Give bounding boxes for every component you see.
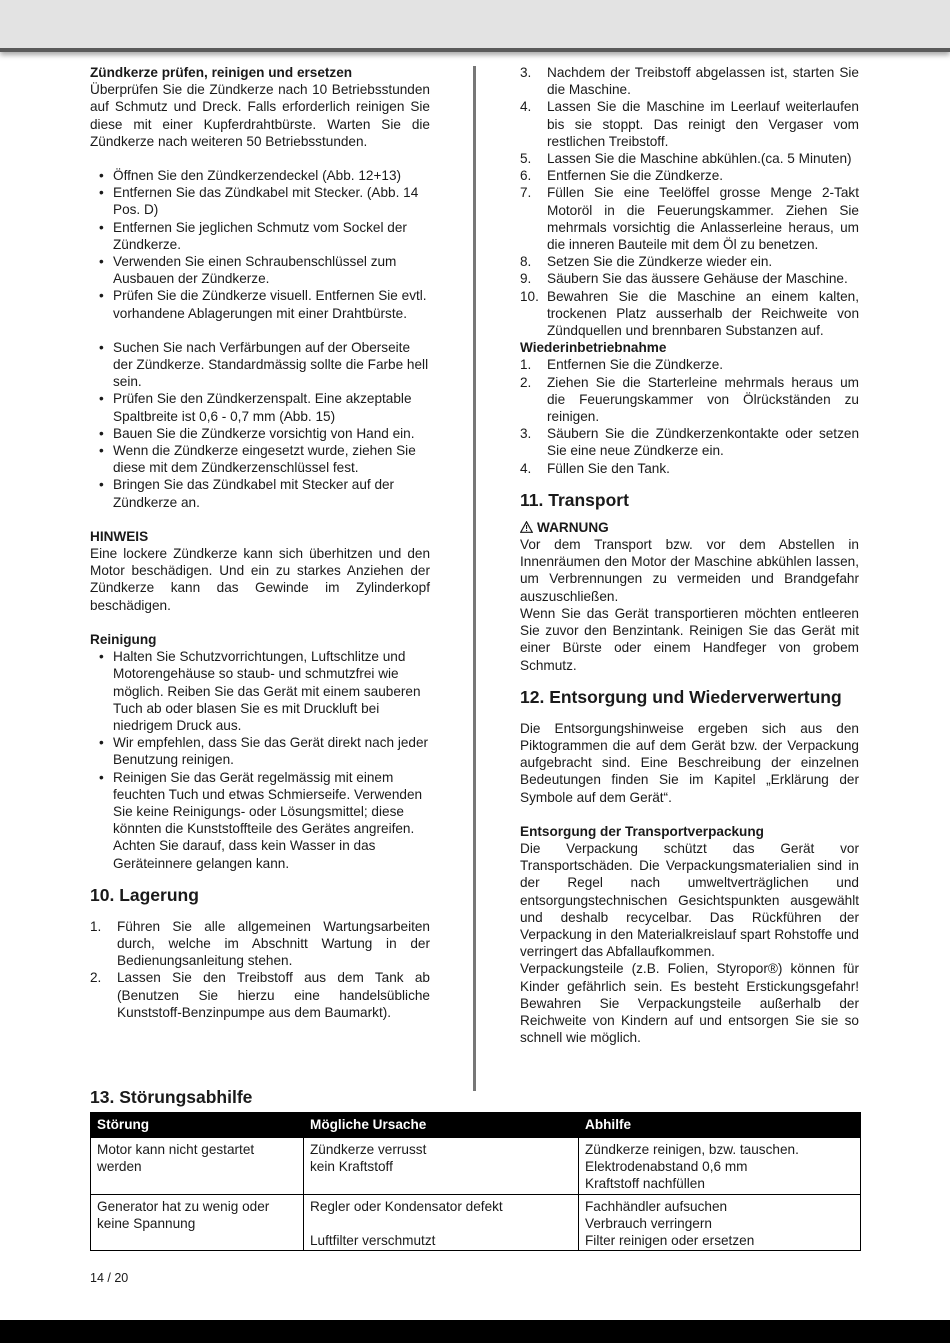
- list-item: 9. Säubern Sie das äussere Gehäuse der Maschine.: [520, 271, 848, 287]
- transport-text-2: Wenn Sie das Gerät transportieren möchten entleeren Sie zuvor den Benzintank. Reinigen Sie das Gerät mit einer Bürste oder einem Handfeger von grobem Schmutz.: [520, 605, 859, 673]
- warnung-label: WARNUNG: [537, 519, 609, 535]
- list-item: • Reinigen Sie das Gerät regelmässig mit einem feuchten Tuch und etwas Schmierseife. Verwenden Sie keine Reinigungs- oder Lösungsmittel; diese könnten die Kunststoffteile des Gerätes angreifen. Achten Sie darauf, dass kein Wasser in das Geräteinnere gelangen kann.: [99, 769, 423, 871]
- cell-line: Fachhändler aufsuchen: [585, 1198, 728, 1214]
- cell-line: Verbrauch verringern: [585, 1215, 712, 1231]
- list-item: • Öffnen Sie den Zündkerzendeckel (Abb. 12+13): [99, 168, 402, 184]
- transport-text-1: Vor dem Transport bzw. vor dem Abstellen in Innenräumen den Motor der Maschine abkühlen lassen, um Verbrennungen zu vermeiden und Brandgefahr auszuschließen.: [520, 537, 859, 604]
- footer-bar: [0, 1320, 950, 1343]
- table-row: [91, 1194, 861, 1251]
- troubleshooting-section: [90, 1086, 860, 1251]
- verpackung-text-2: Verpackungsteile (z.B. Folien, Styropor®) können für Kinder gefährlich sein. Es besteht Erstickungsgefahr! Bewahren Sie Verpackungsteile außerhalb der Reichweite von Kindern auf und entsorgen Sie sie so schnell wie möglich.: [520, 961, 859, 1046]
- entsorgung-text: Die Entsorgungshinweise ergeben sich aus den Piktogrammen die auf dem Gerät bzw. der Verpackung aufgebracht sind. Eine Beschreibung der einzelnen Bedeutungen finden Sie im Kapitel „Erklärung der Symbole auf dem Gerät“.: [520, 720, 859, 805]
- table-cell: [304, 1194, 579, 1251]
- cell-line: Kraftstoff nachfüllen: [585, 1176, 705, 1192]
- list-item: • Prüfen Sie die Zündkerze visuell. Entfernen Sie evtl. vorhandene Ablagerungen mit einer Drahtbürste.: [99, 288, 427, 321]
- list-item: • Suchen Sie nach Verfärbungen auf der Oberseite der Zündkerze. Standardmässig sollte die Farbe hell sein.: [99, 339, 429, 390]
- table-cell: [579, 1194, 861, 1251]
- list-item: 3. Säubern Sie die Zündkerzenkontakte oder setzen Sie eine neue Zündkerze ein.: [520, 426, 859, 459]
- table-cell: Generator hat zu wenig oder keine Spannung: [91, 1194, 304, 1251]
- reinigung-list: [90, 648, 430, 872]
- list-item: • Prüfen Sie den Zündkerzenspalt. Eine akzeptable Spaltbreite ist 0,6 - 0,7 mm (Abb. 15): [99, 391, 412, 424]
- list-item: 1. Entfernen Sie die Zündkerze.: [520, 357, 724, 373]
- column-header-ursache: Mögliche Ursache: [304, 1113, 579, 1138]
- verpackung-heading: Entsorgung der Transportverpackung: [520, 823, 764, 839]
- list-item: 4. Lassen Sie die Maschine im Leerlauf weiterlaufen bis sie stoppt. Das reinigt den Vergaser vom restlichen Treibstoff.: [520, 99, 859, 149]
- cell-line: Regler oder Kondensator defekt: [310, 1198, 503, 1214]
- list-item: 7. Füllen Sie eine Teelöffel grosse Menge 2-Takt Motoröl in die Feuerungskammer. Ziehen Sie mehrmals vorsichtig die Anlasserleine heraus, um die inneren Bauteile mit dem Öl zu benetzen.: [520, 185, 859, 253]
- table-cell: [579, 1138, 861, 1195]
- list-item: • Bringen Sie das Zündkabel mit Stecker auf der Zündkerze an.: [99, 477, 395, 510]
- list-item: • Halten Sie Schutzvorrichtungen, Luftschlitze und Motorengehäuse so staub- und schmutzfrei wie möglich. Reiben Sie das Gerät mit einem sauberen Tuch ab oder blasen Sie es mit Druckluft bei niedrigem Druck aus.: [99, 649, 421, 733]
- spark-plug-check-list: [90, 339, 430, 511]
- cell-line: Zündkerze verrusst: [310, 1142, 427, 1157]
- lagerung-steps: [90, 918, 430, 1021]
- list-item: 6. Entfernen Sie die Zündkerze.: [520, 168, 724, 184]
- reinigung-heading: Reinigung: [90, 631, 157, 647]
- wiederinbetriebnahme-steps: [520, 356, 859, 476]
- list-item: 3. Nachdem der Treibstoff abgelassen ist, starten Sie die Maschine.: [520, 65, 859, 98]
- list-item: • Wir empfehlen, dass Sie das Gerät direkt nach jeder Benutzung reinigen.: [99, 735, 429, 768]
- wiederinbetriebnahme-heading: Wiederinbetriebnahme: [520, 340, 667, 356]
- verpackung-text-1: Die Verpackung schützt das Gerät vor Transportschäden. Die Verpackungsmaterialien sind in der Regel nach umweltverträglichen und entsorgungstechnischen Gesichtspunkten ausgewählt und deshalb recycelbar. Das Rückführen der Verpackung in den Materialkreislauf spart Rohstoffe und verringert das Abfallaufkommen.: [520, 840, 859, 960]
- list-item: • Verwenden Sie einen Schraubenschlüssel zum Ausbauen der Zündkerze.: [99, 254, 397, 287]
- cell-line: Elektrodenabstand 0,6 mm: [585, 1159, 748, 1175]
- right-column: [520, 64, 859, 1046]
- list-item: • Entfernen Sie das Zündkabel mit Stecker. (Abb. 14 Pos. D): [99, 185, 419, 218]
- column-header-abhilfe: Abhilfe: [579, 1113, 861, 1138]
- list-item: 5. Lassen Sie die Maschine abkühlen.(ca. 5 Minuten): [520, 151, 852, 167]
- cell-line: Zündkerze reinigen, bzw. tauschen.: [585, 1142, 799, 1157]
- list-item: 2. Ziehen Sie die Starterleine mehrmals heraus um die Feuerungskammer von Ölrückständen zu reinigen.: [520, 374, 859, 425]
- list-item: • Wenn die Zündkerze eingesetzt wurde, ziehen Sie diese mit dem Zündkerzenschlüssel fest.: [99, 443, 416, 476]
- list-item: 10. Bewahren Sie die Maschine an einem kalten, trockenen Platz ausserhalb der Reichweite von Zündquellen und brennbaren Substanzen auf.: [520, 288, 859, 339]
- cell-line: Filter reinigen oder ersetzen: [585, 1233, 755, 1249]
- column-header-stoerung: Störung: [91, 1113, 304, 1138]
- spark-plug-heading: Zündkerze prüfen, reinigen und ersetzen: [90, 65, 353, 80]
- column-divider: [473, 66, 476, 1091]
- list-item: 2. Lassen Sie den Treibstoff aus dem Tank ab (Benutzen Sie hierzu eine handelsübliche Kunststoff-Benzinpumpe aus dem Baumarkt).: [90, 970, 430, 1020]
- cell-line: [310, 1215, 572, 1232]
- left-column: [90, 64, 430, 1021]
- lagerung-heading: 10. Lagerung: [90, 884, 199, 905]
- lagerung-steps-continued: [520, 64, 859, 339]
- table-row: [91, 1138, 861, 1195]
- cell-line: Luftfilter verschmutzt: [310, 1233, 436, 1248]
- troubleshooting-heading: 13. Störungsabhilfe: [90, 1087, 253, 1107]
- transport-heading: 11. Transport: [520, 489, 629, 510]
- entsorgung-heading: 12. Entsorgung und Wiederverwertung: [520, 686, 842, 707]
- warnung-label-row: [520, 519, 859, 536]
- list-item: 8. Setzen Sie die Zündkerze wieder ein.: [520, 254, 773, 270]
- table-cell: Motor kann nicht gestartet werden: [91, 1138, 304, 1195]
- cell-line: kein Kraftstoff: [310, 1159, 393, 1175]
- table-cell: [304, 1138, 579, 1195]
- list-item: 1. Führen Sie alle allgemeinen Wartungsarbeiten durch, welche im Abschnitt Wartung in der Bedienungsanleitung stehen.: [90, 918, 430, 969]
- hinweis-text: Eine lockere Zündkerze kann sich überhitzen und den Motor beschädigen. Und ein zu starkes Anziehen der Zündkerze kann das Gewinde im Zylinderkopf beschädigen.: [90, 546, 430, 613]
- table-header-row: [91, 1113, 861, 1138]
- list-item: 4. Füllen Sie den Tank.: [520, 460, 670, 476]
- troubleshooting-table: [90, 1112, 861, 1251]
- list-item: • Bauen Sie die Zündkerze vorsichtig von Hand ein.: [99, 425, 415, 441]
- header-bar: [0, 0, 950, 52]
- warning-icon: [520, 521, 533, 533]
- page-number: 14 / 20: [90, 1271, 129, 1285]
- spark-plug-intro: Überprüfen Sie die Zündkerze nach 10 Betriebsstunden auf Schmutz und Dreck. Falls erforderlich reinigen Sie diese mit einer Kupferdrahtbürste. Warten Sie die Zündkerze nach weiteren 50 Betriebsstunden.: [90, 82, 430, 149]
- list-item: • Entfernen Sie jeglichen Schmutz vom Sockel der Zündkerze.: [99, 219, 407, 252]
- spark-plug-steps-list: [90, 167, 430, 322]
- hinweis-heading: HINWEIS: [90, 528, 149, 544]
